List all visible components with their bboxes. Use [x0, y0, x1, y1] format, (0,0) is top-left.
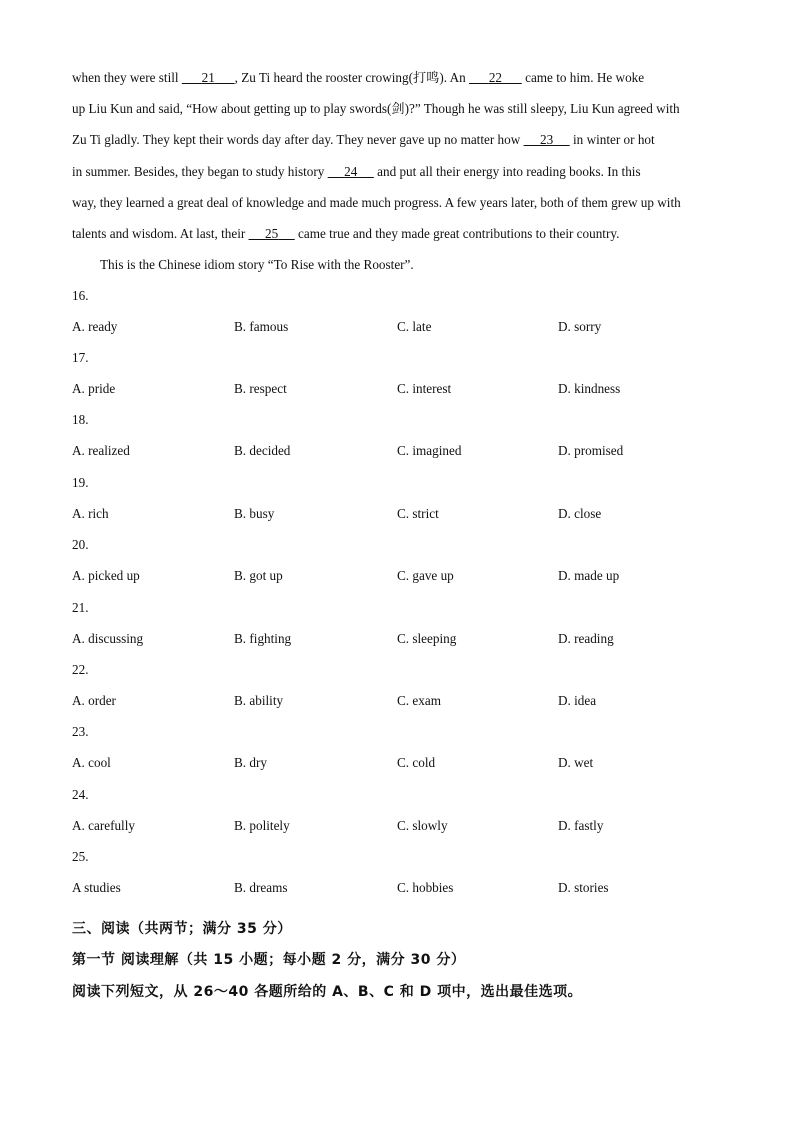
option-d[interactable]: D. sorry [558, 319, 602, 335]
option-d[interactable]: D. reading [558, 631, 614, 647]
text: , Zu Ti heard the rooster crowing(打鸣). An [234, 70, 470, 85]
question-17 [72, 342, 732, 404]
option-a[interactable]: A. pride [72, 381, 116, 397]
blank-21: 21 [201, 70, 215, 85]
options [72, 747, 732, 778]
option-b[interactable]: B. got up [234, 568, 283, 584]
options [72, 872, 732, 903]
option-b[interactable]: B. ability [234, 693, 284, 709]
option-a[interactable]: A. picked up [72, 568, 140, 584]
option-a[interactable]: A. carefully [72, 818, 135, 834]
option-a[interactable]: A. ready [72, 319, 118, 335]
question-number: 18. [72, 412, 89, 427]
passage-line-4: in summer. Besides, they began to study history 24 and put all their energy into reading books. In this [72, 163, 641, 179]
option-d[interactable]: D. made up [558, 568, 620, 584]
passage-line-3: Zu Ti gladly. They kept their words day after day. They never gave up no matter how 23 in winter or hot [72, 132, 655, 148]
passage-line-5: way, they learned a great deal of knowledge and made much progress. A few years later, both of them grew up with [72, 194, 681, 210]
options [72, 498, 732, 529]
options [72, 311, 732, 342]
option-d[interactable]: D. wet [558, 755, 594, 771]
option-d[interactable]: D. idea [558, 693, 597, 709]
option-a[interactable]: A. cool [72, 755, 111, 771]
options [72, 373, 732, 404]
question-number: 20. [72, 537, 89, 552]
option-b[interactable]: B. fighting [234, 631, 292, 647]
question-number: 17. [72, 350, 89, 365]
question-number: 25. [72, 849, 89, 864]
option-d[interactable]: D. promised [558, 443, 624, 459]
section-instruction: 阅读下列短文，从 26～40 各题所给的 A、B、C 和 D 项中，选出最佳选项。 [72, 984, 583, 1000]
section-heading: 三、阅读（共两节；满分 35 分） [72, 921, 292, 937]
option-a[interactable]: A. rich [72, 506, 109, 522]
option-b[interactable]: B. busy [234, 506, 275, 522]
option-a[interactable]: A. order [72, 693, 116, 709]
option-c[interactable]: C. imagined [397, 443, 462, 459]
option-c[interactable]: C. cold [397, 755, 436, 771]
option-d[interactable]: D. kindness [558, 381, 621, 397]
option-a[interactable]: A. discussing [72, 631, 144, 647]
option-c[interactable]: C. gave up [397, 568, 454, 584]
option-b[interactable]: B. famous [234, 319, 289, 335]
question-number: 22. [72, 662, 89, 677]
option-d[interactable]: D. fastly [558, 818, 604, 834]
question-25 [72, 841, 732, 903]
question-24 [72, 779, 732, 841]
option-b[interactable]: B. politely [234, 818, 290, 834]
passage-line-2: up Liu Kun and said, “How about getting up to play swords(剑)?” Though he was still sleepy, Liu Kun agreed with [72, 101, 680, 117]
option-c[interactable]: C. exam [397, 693, 441, 709]
passage-line-7: This is the Chinese idiom story “To Rise with the Rooster”. [100, 257, 414, 273]
options [72, 560, 732, 591]
passage-line-6: talents and wisdom. At last, their 25 came true and they made great contributions to their country. [72, 226, 620, 242]
text: came to him. He woke [521, 70, 645, 85]
question-number: 16. [72, 288, 89, 303]
text: when they were still [72, 70, 182, 85]
question-number: 23. [72, 724, 89, 739]
option-b[interactable]: B. respect [234, 381, 287, 397]
question-number: 19. [72, 475, 89, 490]
question-number: 24. [72, 787, 89, 802]
section-subheading: 第一节 阅读理解（共 15 小题；每小题 2 分，满分 30 分） [72, 952, 466, 968]
blank-24: 24 [344, 163, 358, 179]
blank-23: 23 [540, 132, 554, 148]
option-c[interactable]: C. slowly [397, 818, 448, 834]
options [72, 435, 732, 466]
question-20 [72, 529, 732, 591]
passage-line-1 [72, 62, 724, 93]
option-b[interactable]: B. dreams [234, 880, 288, 896]
question-22 [72, 654, 732, 716]
cloze-passage [72, 62, 724, 280]
blank-22: 22 [488, 70, 503, 85]
option-a[interactable]: A. realized [72, 443, 130, 459]
option-c[interactable]: C. interest [397, 381, 452, 397]
question-18 [72, 404, 732, 466]
option-b[interactable]: B. dry [234, 755, 267, 771]
question-23 [72, 716, 732, 778]
option-b[interactable]: B. decided [234, 443, 291, 459]
option-c[interactable]: C. sleeping [397, 631, 457, 647]
question-21 [72, 592, 732, 654]
option-d[interactable]: D. stories [558, 880, 609, 896]
options [72, 810, 732, 841]
question-19 [72, 467, 732, 529]
option-d[interactable]: D. close [558, 506, 602, 522]
blank-25: 25 [265, 226, 279, 242]
options [72, 623, 732, 654]
options [72, 685, 732, 716]
option-c[interactable]: C. late [397, 319, 432, 335]
option-c[interactable]: C. hobbies [397, 880, 454, 896]
question-16 [72, 280, 732, 342]
question-number: 21. [72, 600, 89, 615]
option-a[interactable]: A studies [72, 880, 121, 896]
option-c[interactable]: C. strict [397, 506, 439, 522]
